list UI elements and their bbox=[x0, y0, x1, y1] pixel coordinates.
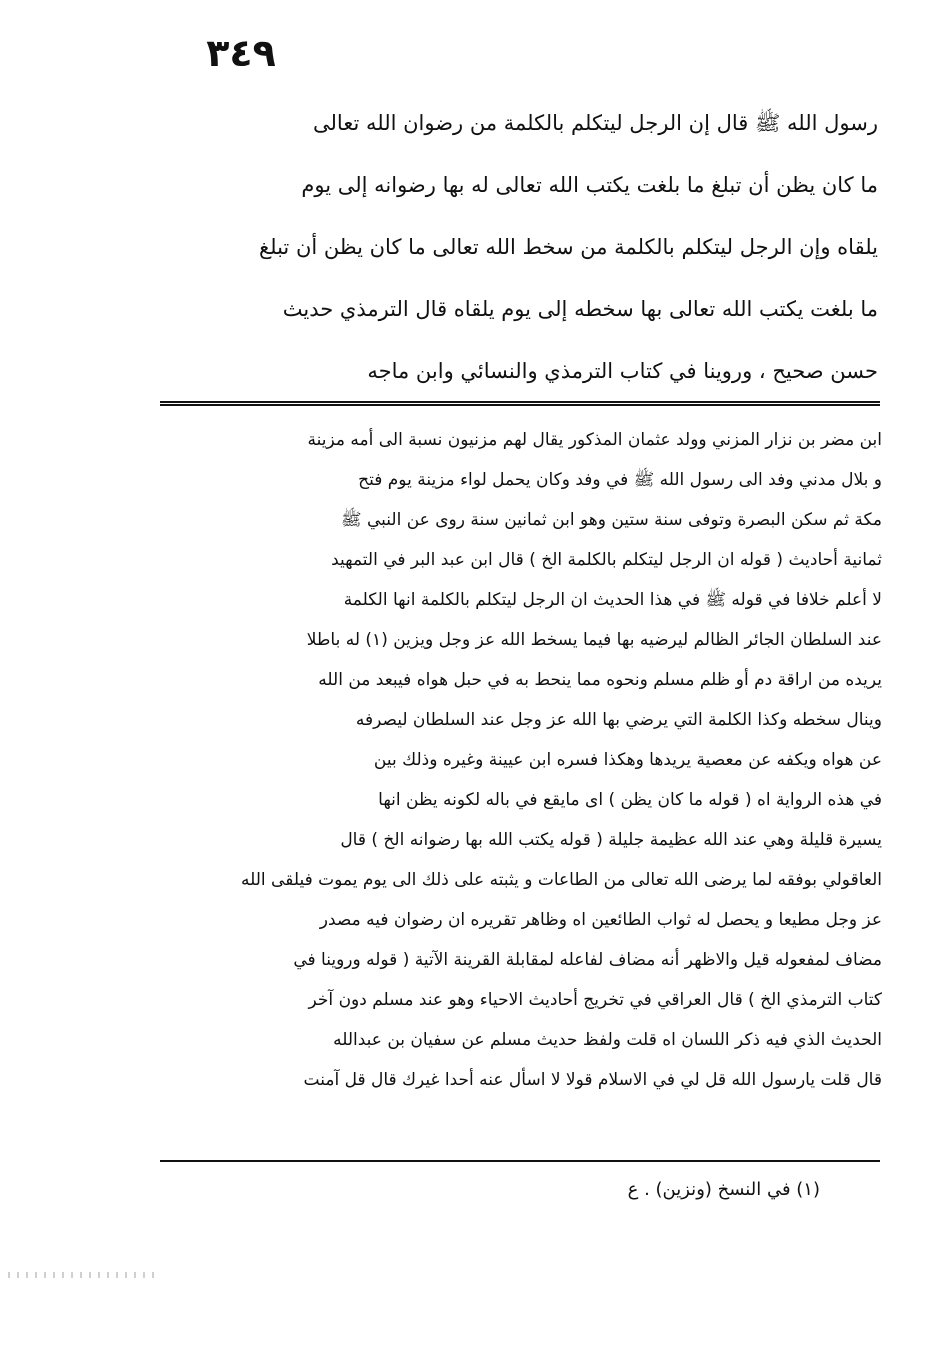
commentary-line: وينال سخطه وكذا الكلمة التي يرضي بها الله عز وجل عند السلطان ليصرفه bbox=[355, 710, 882, 730]
page-number: ٣٤٩ bbox=[206, 31, 276, 75]
commentary-block bbox=[160, 420, 882, 1100]
commentary-line: لا أعلم خلافا في قوله ﷺ في هذا الحديث ان الرجل ليتكلم بالكلمة انها الكلمة bbox=[343, 590, 882, 610]
commentary-line: ابن مضر بن نزار المزني وولد عثمان المذكور يقال لهم مزنيون نسبة الى أمه مزينة bbox=[307, 430, 882, 450]
commentary-line: في هذه الرواية اه ( قوله ما كان يظن ) اى مايقع في باله لكونه يظن انها bbox=[378, 790, 882, 810]
main-text-block bbox=[162, 92, 878, 402]
commentary-line: عند السلطان الجائر الظالم ليرضيه بها فيما يسخط الله عز وجل ويزين (١) له باطلا bbox=[306, 630, 882, 650]
footnote-divider-rule bbox=[160, 1160, 880, 1162]
main-text-line: رسول الله ﷺ قال إن الرجل ليتكلم بالكلمة من رضوان الله تعالى bbox=[313, 111, 878, 135]
commentary-line: الحديث الذي فيه ذكر اللسان اه قلت ولفظ حديث مسلم عن سفيان بن عبدالله bbox=[333, 1030, 882, 1050]
commentary-line: و بلال مدني وفد الى رسول الله ﷺ في وفد وكان يحمل لواء مزينة يوم فتح bbox=[358, 470, 882, 490]
commentary-line: عز وجل مطيعا و يحصل له ثواب الطائعين اه وظاهر تقريره ان رضوان فيه مصدر bbox=[319, 910, 882, 930]
commentary-line: كتاب الترمذي الخ ) قال العراقي في تخريج أحاديث الاحياء وهو عند مسلم دون آخر bbox=[308, 990, 882, 1010]
commentary-line: العاقولي بوفقه لما يرضى الله تعالى من الطاعات و يثبته على ذلك الى يوم يموت فيلقى الله bbox=[241, 870, 882, 890]
commentary-line: يسيرة قليلة وهي عند الله عظيمة جليلة ( قوله يكتب الله بها رضوانه الخ ) قال bbox=[340, 830, 882, 850]
commentary-line: قال قلت يارسول الله قل لي في الاسلام قولا لا اسأل عنه أحدا غيرك قال قل آمنت bbox=[303, 1070, 882, 1090]
scan-edge-marks bbox=[8, 1272, 158, 1278]
commentary-line: ثمانية أحاديث ( قوله ان الرجل ليتكلم بالكلمة الخ ) قال ابن عبد البر في التمهيد bbox=[331, 550, 882, 570]
main-text-line: ما كان يظن أن تبلغ ما بلغت يكتب الله تعالى له بها رضوانه إلى يوم bbox=[301, 173, 878, 197]
commentary-line: عن هواه ويكفه عن معصية يريدها وهكذا فسره ابن عيينة وغيره وذلك بين bbox=[373, 750, 882, 770]
commentary-line: مضاف لمفعوله قيل والاظهر أنه مضاف لفاعله لمقابلة القرينة الآتية ( قوله وروينا في bbox=[293, 950, 882, 970]
main-text-line: يلقاه وإن الرجل ليتكلم بالكلمة من سخط الله تعالى ما كان يظن أن تبلغ bbox=[258, 235, 878, 259]
commentary-line: يريده من اراقة دم أو ظلم مسلم ونحوه مما ينحط به في حبل هواه فيبعد من الله bbox=[318, 670, 882, 690]
commentary-line: مكة ثم سكن البصرة وتوفى سنة ستين وهو ابن ثمانين سنة روى عن النبي ﷺ bbox=[341, 510, 882, 530]
footnote: (١) في النسخ (ونزين) . ع bbox=[627, 1179, 820, 1200]
main-text-line: ما بلغت يكتب الله تعالى بها سخطه إلى يوم يلقاه قال الترمذي حديث bbox=[282, 297, 878, 321]
section-divider-double-rule bbox=[160, 401, 880, 406]
main-text-line: حسن صحيح ، وروينا في كتاب الترمذي والنسائي وابن ماجه bbox=[367, 359, 878, 383]
